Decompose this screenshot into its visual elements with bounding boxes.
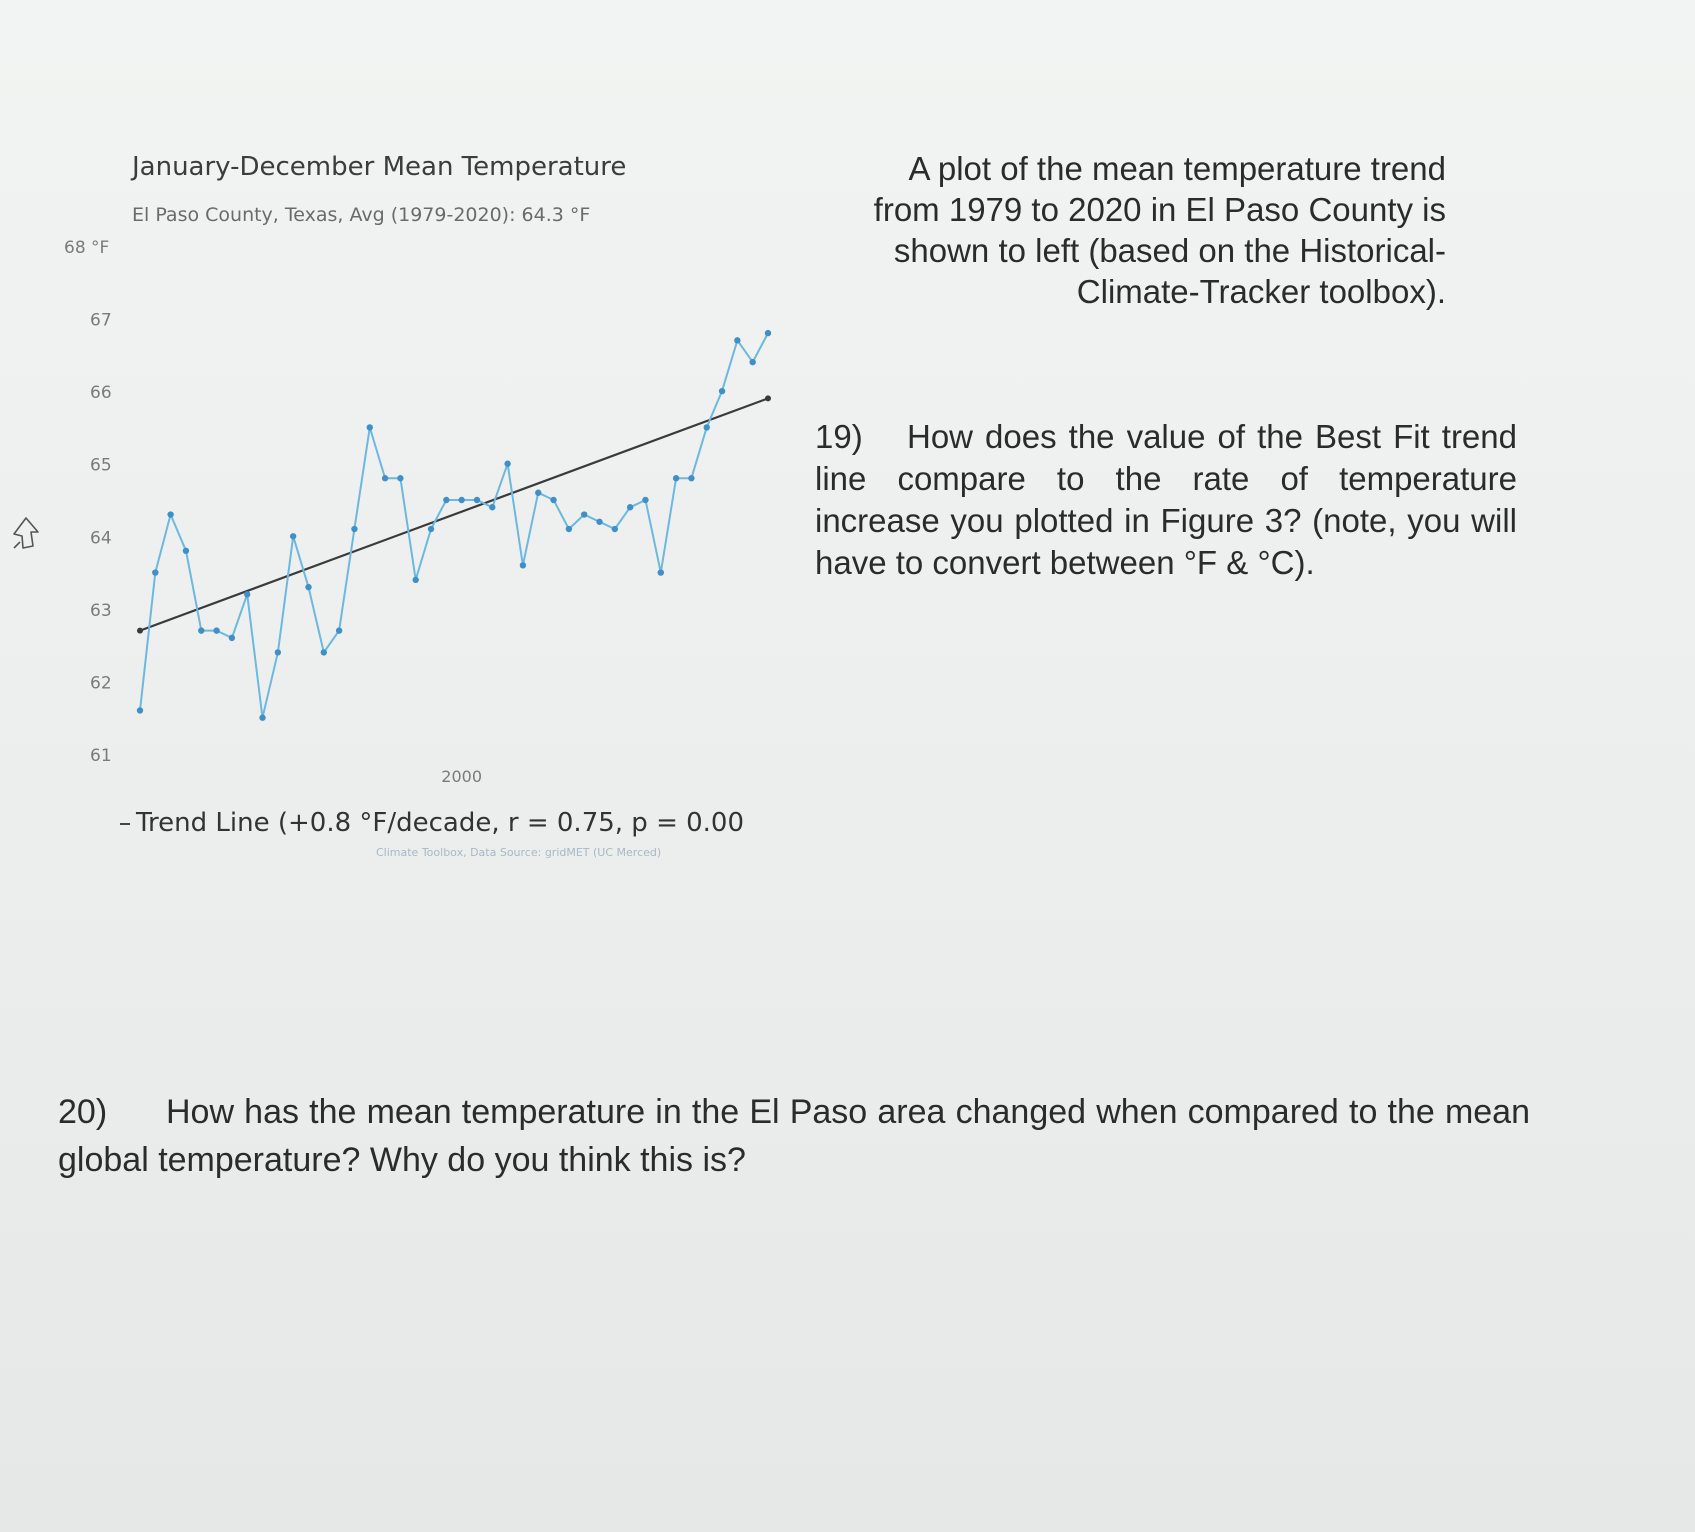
data-point [673,475,679,481]
trend-line [140,398,768,630]
data-point [244,591,250,597]
data-point [397,475,403,481]
data-point [167,511,173,517]
data-point [596,519,602,525]
data-point [137,707,143,713]
data-point [229,635,235,641]
data-point [765,330,771,336]
trend-legend-label: Trend Line (+0.8 °F/decade, r = 0.75, p = 0.00 [136,808,745,838]
data-point [581,511,587,517]
data-point [658,569,664,575]
y-tick-label: 65 [90,455,112,476]
data-point [749,359,755,365]
question-20 [58,1088,1530,1184]
data-point [520,562,526,568]
y-tick-label: 61 [90,746,112,766]
chart-title: January-December Mean Temperature [132,152,627,182]
y-tick-label: 68 °F [64,238,110,258]
data-point [428,526,434,532]
data-point [734,337,740,343]
data-point [275,649,281,655]
hand-pointer-icon [8,514,44,554]
trend-end-point [765,395,771,401]
data-point [183,548,189,554]
data-point [305,584,311,590]
data-point [321,649,327,655]
data-point [290,533,296,539]
x-tick-label: 2000 [441,767,483,786]
data-point [612,526,618,532]
data-point [474,497,480,503]
data-point [152,569,158,575]
chart-subtitle: El Paso County, Texas, Avg (1979-2020): 64.3 °F [132,204,591,226]
data-point [719,388,725,394]
trend-start-point [137,628,143,634]
question-20-text: How has the mean temperature in the El Paso area changed when compared to the mean global temperature? Why do you think this is? [58,1093,1530,1179]
data-point [566,526,572,532]
intro-paragraph: A plot of the mean temperature trend from 1979 to 2020 in El Paso County is shown to left (based on the Historical-Climate-Tracker toolbox). [873,150,1446,310]
temperature-chart [0,0,820,820]
question-19 [815,416,1517,584]
question-19-text: How does the value of the Best Fit trend line compare to the rate of temperature increase you plotted in Figure 3? (note, you will have to convert between °F & °C). [815,418,1517,581]
data-point [367,424,373,430]
data-point [688,475,694,481]
trend-legend [120,808,744,838]
data-point [489,504,495,510]
data-point [504,461,510,467]
data-point [351,526,357,532]
legend-marker-icon [120,823,130,825]
data-point [704,424,710,430]
data-point [259,715,265,721]
y-tick-label: 64 [90,528,112,549]
y-tick-label: 66 [90,383,112,404]
data-point [213,627,219,633]
question-20-number: 20) [58,1093,108,1131]
data-point [550,497,556,503]
data-point [627,504,633,510]
data-point [443,497,449,503]
y-tick-label: 63 [90,600,112,621]
y-tick-label: 62 [90,673,112,694]
data-point [382,475,388,481]
data-point [642,497,648,503]
data-point [535,490,541,496]
temperature-series-line [140,333,768,718]
data-point [458,497,464,503]
data-point [336,627,342,633]
y-tick-label: 67 [90,310,112,331]
chart-source-note: Climate Toolbox, Data Source: gridMET (UC Merced) [376,846,662,859]
data-point [413,577,419,583]
data-point [198,627,204,633]
question-19-number: 19) [815,418,863,455]
